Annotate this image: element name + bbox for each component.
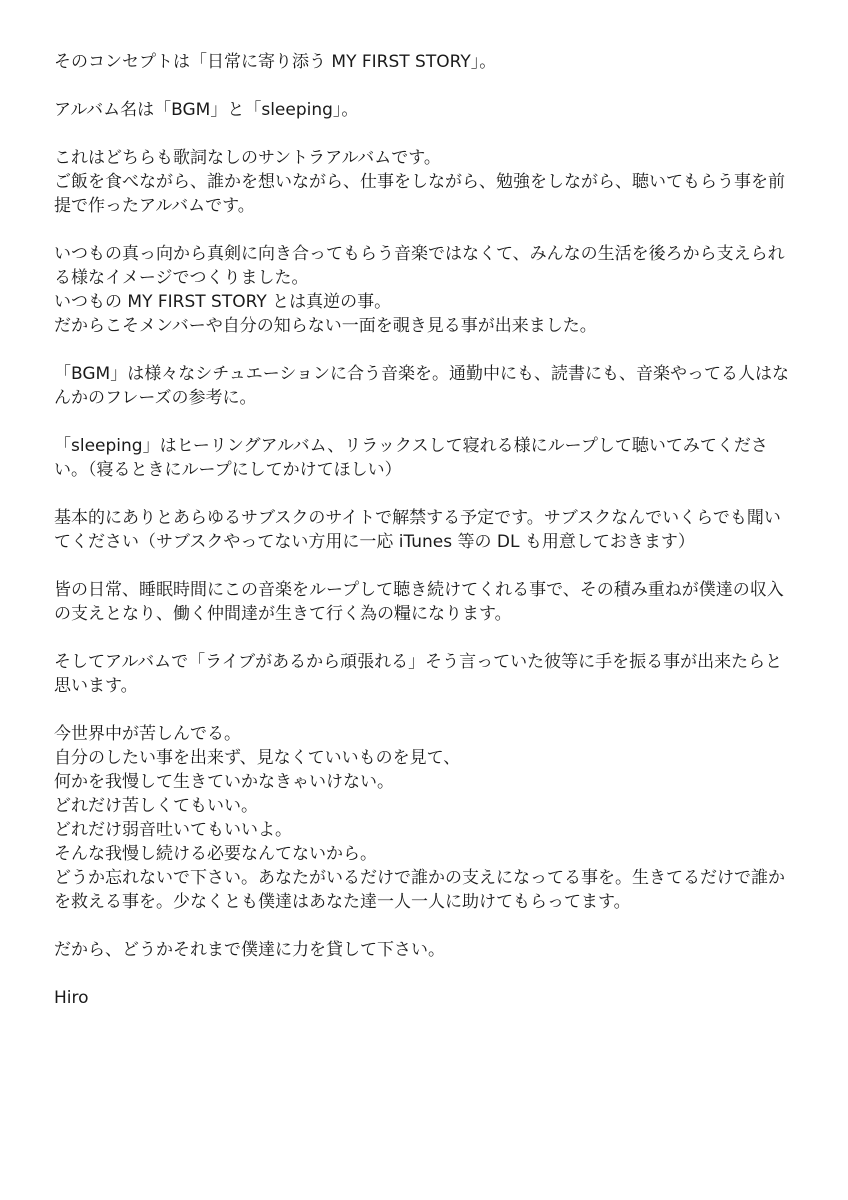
- text-line: どうか忘れないで下さい。あなたがいるだけで誰かの支えになってる事を。生きてるだけで誰か: [54, 868, 785, 888]
- text-line: だからこそメンバーや自分の知らない一面を覗き見る事が出来ました。: [54, 316, 597, 336]
- signature: [54, 986, 794, 1010]
- text-line: んかのフレーズの参考に。: [54, 388, 257, 408]
- paragraph-image: [54, 242, 794, 338]
- text-line: そんな我慢し続ける必要なんてないから。: [54, 844, 377, 864]
- text-line: 提で作ったアルバムです。: [54, 196, 255, 216]
- text-line: 思います。: [54, 676, 138, 696]
- text-line: 自分のしたい事を出来ず、見なくていいものを見て、: [54, 748, 461, 768]
- text-line: 「sleeping」はヒーリングアルバム、リラックスして寝れる様にループして聴いてみてくださ: [54, 436, 768, 456]
- text-line: 「BGM」は様々なシチュエーションに合う音楽を。通勤中にも、読書にも、音楽やってる人はな: [54, 364, 790, 384]
- text-line: の支えとなり、働く仲間達が生きて行く為の糧になります。: [54, 604, 512, 624]
- paragraph-bgm: [54, 362, 794, 410]
- text-line: そしてアルバムで「ライブがあるから頑張れる」そう言っていた彼等に手を振る事が出来たらと: [54, 652, 783, 672]
- paragraph-support: [54, 578, 794, 626]
- text-line: 今世界中が苦しんでる。: [54, 724, 241, 744]
- paragraph-subscription: [54, 506, 794, 554]
- text-line: これはどちらも歌詞なしのサントラアルバムです。: [54, 148, 441, 168]
- text-line: い。（寝るときにループにしてかけてほしい）: [54, 460, 402, 480]
- paragraph-message: [54, 722, 794, 914]
- paragraph-closing: [54, 938, 794, 962]
- text-line: そのコンセプトは「日常に寄り添う MY FIRST STORY」。: [54, 52, 497, 72]
- text-line: る様なイメージでつくりました。: [54, 268, 309, 288]
- text-line: 皆の日常、睡眠時間にこの音楽をループして聴き続けてくれる事で、その積み重ねが僕達の収入: [54, 580, 784, 600]
- signature-name: Hiro: [54, 988, 89, 1008]
- text-line: 基本的にありとあらゆるサブスクのサイトで解禁する予定です。サブスクなんでいくらでも聞い: [54, 508, 781, 528]
- text-line: いつもの MY FIRST STORY とは真逆の事。: [54, 292, 392, 312]
- letter-body: [54, 50, 794, 1010]
- text-line: アルバム名は「BGM」と「sleeping」。: [54, 100, 359, 120]
- text-line: だから、どうかそれまで僕達に力を貸して下さい。: [54, 940, 445, 960]
- text-line: いつもの真っ向から真剣に向き合ってもらう音楽ではなくて、みんなの生活を後ろから支えられ: [54, 244, 785, 264]
- text-line: を救える事を。少なくとも僕達はあなた達一人一人に助けてもらってます。: [54, 892, 631, 912]
- paragraph-concept: [54, 50, 794, 74]
- text-line: どれだけ苦しくてもいい。: [54, 796, 258, 816]
- text-line: てください（サブスクやってない方用に一応 iTunes 等の DL も用意しておきます）: [54, 532, 695, 552]
- text-line: 何かを我慢して生きていかなきゃいけない。: [54, 772, 394, 792]
- text-line: ご飯を食べながら、誰かを想いながら、仕事をしながら、勉強をしながら、聴いてもらう事を前: [54, 172, 785, 192]
- paragraph-album-names: [54, 98, 794, 122]
- paragraph-sleeping: [54, 434, 794, 482]
- paragraph-soundtrack: [54, 146, 794, 218]
- paragraph-live: [54, 650, 794, 698]
- text-line: どれだけ弱音吐いてもいいよ。: [54, 820, 292, 840]
